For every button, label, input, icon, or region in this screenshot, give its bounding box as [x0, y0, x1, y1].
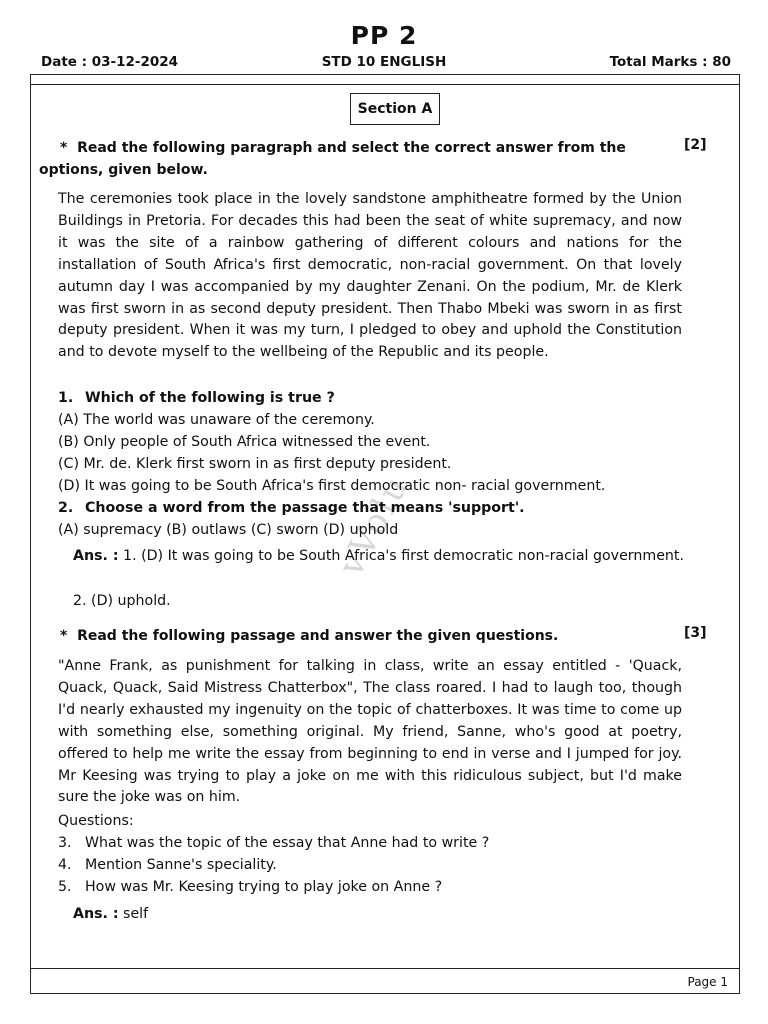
q2-instruction-text: Read the following passage and answer the given questions.: [77, 628, 559, 644]
q2-passage: "Anne Frank, as punishment for talking in class, write an essay entitled - 'Quack, Quack, Quack, Said Mistress Chatterbox", The class roared. I had to laugh too, though I'd nearly exhausted my ingenuity on the topic of chatterboxes. It was time to come up with something else, something original. My friend, Sanne, who's good at poetry, offered to help me write the essay from beginning to end in verse and I jumped for joy. Mr Keesing was trying to play a joke on me with this ridiculous subject, but I'd make sure the joke was on him.: [58, 658, 682, 806]
q1-passage: The ceremonies took place in the lovely sandstone amphitheatre formed by the Union Buildings in Pretoria. For decades this had been the seat of white supremacy, and now it was the site of a rainbow gathering of different colours and nations for the installation of South Africa's first democratic, non-racial government. On that lovely autumn day I was accompanied by my daughter Zenani. On the podium, Mr. de Klerk was first sworn in as second deputy president. Then Thabo Mbeki was sworn in as first deputy president. When it was my turn, I pledged to obey and uphold the Constitution and to devote myself to the wellbeing of the Republic and its people.: [58, 191, 682, 361]
q2-questions-label: Questions:: [58, 813, 134, 829]
q2-question-5-number: 5.: [58, 879, 72, 895]
q2-answer: [73, 903, 148, 925]
q1-sub1: [58, 387, 335, 409]
subject-standard: STD 10 ENGLISH: [321, 54, 447, 70]
q2-instruction: [60, 625, 558, 647]
q2-question-5: [58, 876, 442, 898]
q1-instruction: [60, 137, 626, 159]
section-title: Section A: [350, 93, 440, 125]
q1-answer-2: 2. (D) uphold.: [73, 593, 171, 609]
q1-answer-1: 1. (D) It was going to be South Africa's first democratic non-racial government.: [123, 548, 684, 564]
q1-answer-label: Ans. :: [73, 548, 119, 564]
q2-question-4: [58, 854, 277, 876]
q1-instruction-line2: options, given below.: [39, 162, 208, 178]
q2-question-5-text: How was Mr. Keesing trying to play joke on Anne ?: [85, 879, 443, 895]
q1-option-c: (C) Mr. de. Klerk first sworn in as first deputy president.: [58, 456, 452, 472]
q1-sub1-text: Which of the following is true ?: [85, 390, 335, 406]
q1-marks: [2]: [684, 137, 707, 153]
q2-star: *: [60, 628, 68, 644]
q1-sub1-number: 1.: [58, 390, 74, 406]
q1-sub2-text: Choose a word from the passage that means 'support'.: [85, 500, 525, 516]
q2-question-3-number: 3.: [58, 835, 72, 851]
q2-question-3-text: What was the topic of the essay that Anne had to write ?: [85, 835, 490, 851]
q1-answer: [73, 546, 697, 568]
q1-instruction-line1: Read the following paragraph and select the correct answer from the: [77, 140, 626, 156]
q2-answer-text: self: [123, 906, 149, 922]
watermark: vVolu: [331, 467, 418, 583]
q2-question-3: [58, 832, 489, 854]
q2-answer-label: Ans. :: [73, 906, 119, 922]
page-number: Page 1: [687, 975, 728, 989]
paper-title: PP 2: [350, 21, 418, 50]
q1-option-a: (A) The world was unaware of the ceremony.: [58, 412, 375, 428]
q2-question-4-text: Mention Sanne's speciality.: [85, 857, 277, 873]
q2-marks: [3]: [684, 625, 707, 641]
header-divider: [30, 84, 740, 85]
q1-sub2-number: 2.: [58, 500, 74, 516]
exam-date: Date : 03-12-2024: [41, 54, 179, 70]
q1-option-d: (D) It was going to be South Africa's first democratic non- racial government.: [58, 478, 606, 494]
q2-question-4-number: 4.: [58, 857, 72, 873]
q1-sub2: [58, 497, 525, 519]
footer-divider: [30, 968, 740, 969]
q1-option-b: (B) Only people of South Africa witnessed the event.: [58, 434, 431, 450]
total-marks: Total Marks : 80: [609, 54, 731, 70]
q1-star: *: [60, 140, 68, 156]
q1-sub2-options: (A) supremacy (B) outlaws (C) sworn (D) uphold: [58, 522, 399, 538]
